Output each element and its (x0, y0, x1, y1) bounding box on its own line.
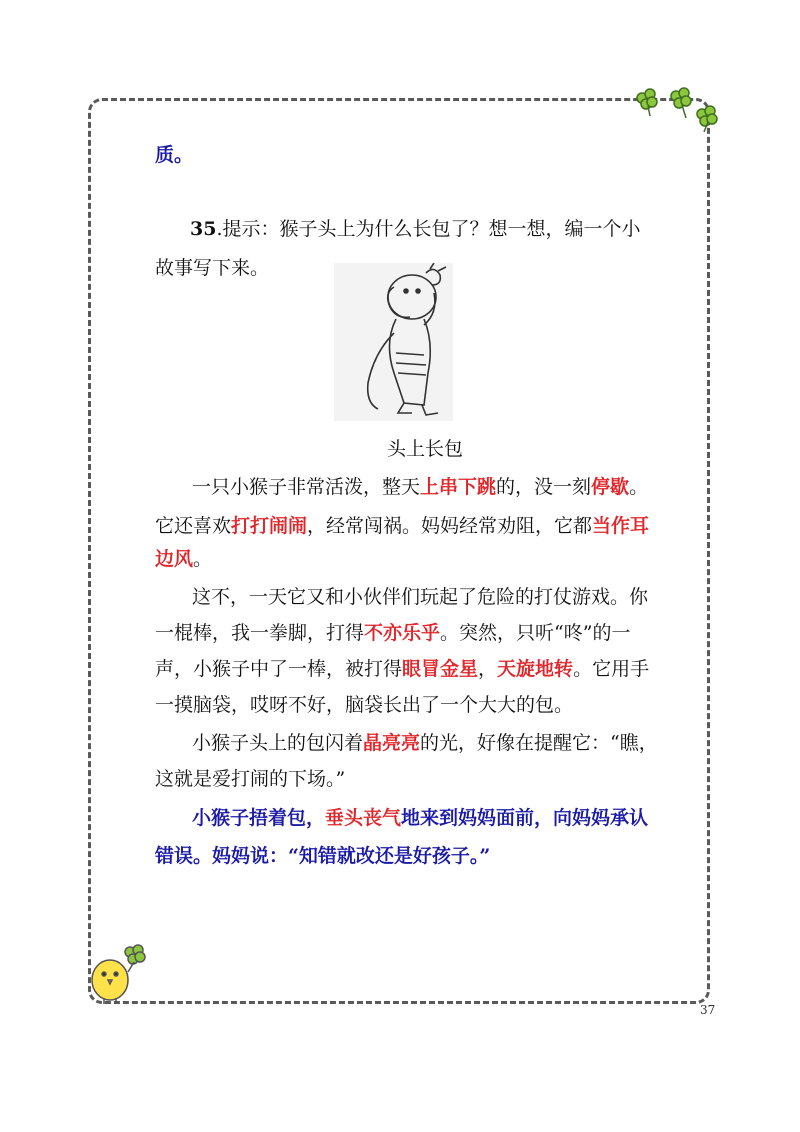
p1-text: 它还喜欢 (155, 515, 232, 537)
p4-text: 地来到妈妈面前，向妈妈承认 (401, 807, 649, 829)
p3-line-1 (192, 730, 658, 756)
story-title: 头上长包 (387, 438, 464, 460)
p2-text: 。突然，只听“咚”的一 (440, 622, 631, 644)
p1-text: 。 (629, 476, 649, 498)
p2-line-1: 这不，一天它又和小伙伴们玩起了危险的打仗游戏。你 (192, 586, 649, 608)
p1-line-3 (155, 546, 212, 572)
p1-text: 的，没一刻 (496, 476, 592, 498)
p1-highlight: 当作耳 (592, 515, 650, 537)
clover-icon (632, 84, 722, 134)
p2-highlight: 天旋地转 (497, 658, 574, 680)
p1-highlight: 边风 (155, 548, 194, 570)
p3-highlight: 晶亮亮 (363, 732, 421, 754)
p4-highlight: 垂头丧气 (325, 807, 402, 829)
question-text: 提示：猴子头上为什么长包了？想一想，编一个小 (222, 218, 641, 240)
chick-icon (86, 940, 156, 1006)
p2-highlight: 眼冒金星 (402, 658, 479, 680)
p1-text: 。 (193, 548, 213, 570)
p4-text: 小猴子捂着包， (192, 807, 326, 829)
p1-text: 一只小猴子非常活泼，整天 (192, 476, 421, 498)
p2-text: 一棍棒，我一拳脚，打得 (155, 622, 365, 644)
p3-text: 的光，好像在提醒它：“瞧， (420, 732, 658, 754)
p2-text: 。它用手 (573, 658, 650, 680)
p1-highlight: 上串下跳 (420, 476, 497, 498)
question-line-2: 故事写下来。 (155, 257, 270, 279)
p2-line-4: 一摸脑袋，哎呀不好，脑袋长出了一个大大的包。 (155, 694, 574, 716)
p1-text: ，经常闯祸。妈妈经常劝阻，它都 (307, 515, 593, 537)
monkey-illustration (334, 263, 453, 421)
page-number: 37 (700, 1003, 716, 1017)
p2-line-3 (155, 656, 649, 682)
continued-text: 质。 (155, 144, 194, 166)
p3-text: 小猴子头上的包闪着 (192, 732, 364, 754)
p3-line-2: 这就是爱打闹的下场。” (155, 768, 346, 790)
question-dot: . (216, 218, 223, 240)
p2-highlight: 不亦乐乎 (364, 622, 441, 644)
p2-text: 声，小猴子中了一棒，被打得 (155, 658, 403, 680)
p4-line-2: 错误。妈妈说：“知错就改还是好孩子。” (155, 845, 491, 867)
p1-highlight: 打打闹闹 (231, 515, 308, 537)
p2-text: ， (478, 658, 498, 680)
p4-line-1 (192, 805, 648, 831)
p1-line-2 (155, 513, 649, 539)
p1-highlight: 停歇 (591, 476, 630, 498)
p1-line-1 (192, 474, 648, 500)
question-line-1 (190, 216, 641, 242)
p2-line-2 (155, 620, 630, 646)
question-number: 35 (190, 218, 217, 240)
